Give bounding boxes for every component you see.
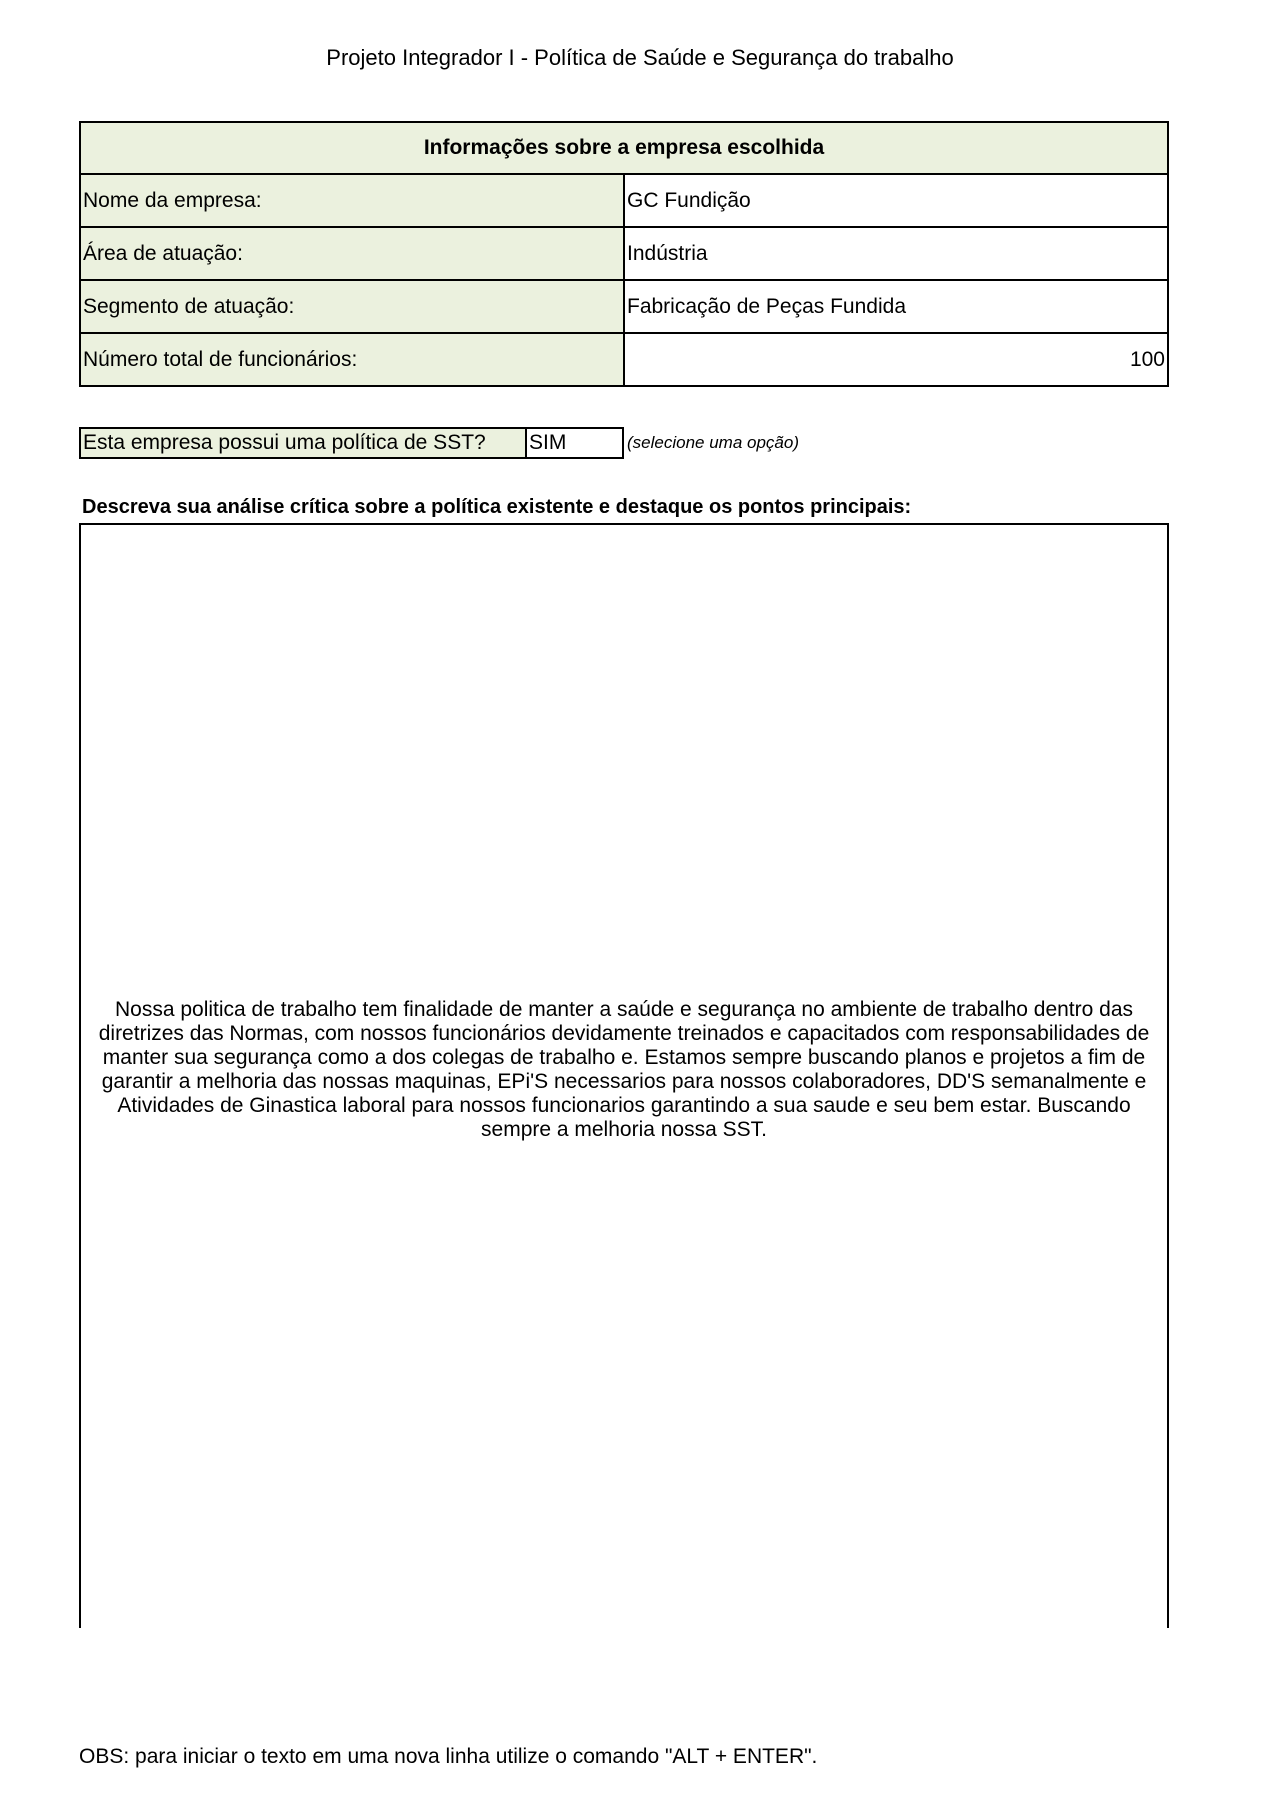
sst-policy-hint: (selecione uma opção) — [627, 433, 799, 452]
segment-field[interactable]: Fabricação de Peças Fundida — [624, 280, 1168, 333]
sst-policy-select[interactable]: SIM — [527, 427, 624, 459]
segment-row — [80, 280, 1168, 333]
company-name-row — [80, 174, 1168, 227]
analysis-text: Nossa politica de trabalho tem finalidade de manter a saúde e segurança no ambiente de trabalho dentro das diretrizes das Normas, com nossos funcionários devidamente treinados e capacitados com responsabilidades de manter sua segurança como a dos colegas de trabalho e. Estamos sempre buscando planos e projetos a fim de garantir a melhoria das nossas maquinas, EPi'S necessarios para nossos colaboradores, DD'S semanalmente e Atividades de Ginastica laboral para nossos funcionarios garantindo a sua saude e seu bem estar. Buscando sempre a melhoria nossa SST. — [98, 997, 1150, 1141]
employees-field[interactable]: 100 — [624, 333, 1168, 386]
segment-label: Segmento de atuação: — [80, 280, 624, 333]
company-info-table — [79, 121, 1169, 387]
sst-policy-row — [79, 427, 799, 459]
company-name-label: Nome da empresa: — [80, 174, 624, 227]
area-label: Área de atuação: — [80, 227, 624, 280]
employees-row — [80, 333, 1168, 386]
area-row — [80, 227, 1168, 280]
sst-policy-question: Esta empresa possui uma política de SST? — [79, 427, 527, 459]
company-info-heading: Informações sobre a empresa escolhida — [80, 122, 1168, 174]
employees-label: Número total de funcionários: — [80, 333, 624, 386]
area-field[interactable]: Indústria — [624, 227, 1168, 280]
obs-note: OBS: para iniciar o texto em uma nova linha utilize o comando "ALT + ENTER". — [79, 1745, 818, 1768]
analysis-heading: Descreva sua análise crítica sobre a política existente e destaque os pontos principais: — [82, 496, 912, 518]
company-info-heading-row — [80, 122, 1168, 174]
company-name-field[interactable]: GC Fundição — [624, 174, 1168, 227]
page-title: Projeto Integrador I - Política de Saúde e Segurança do trabalho — [326, 45, 954, 70]
analysis-textarea[interactable] — [79, 523, 1169, 1628]
